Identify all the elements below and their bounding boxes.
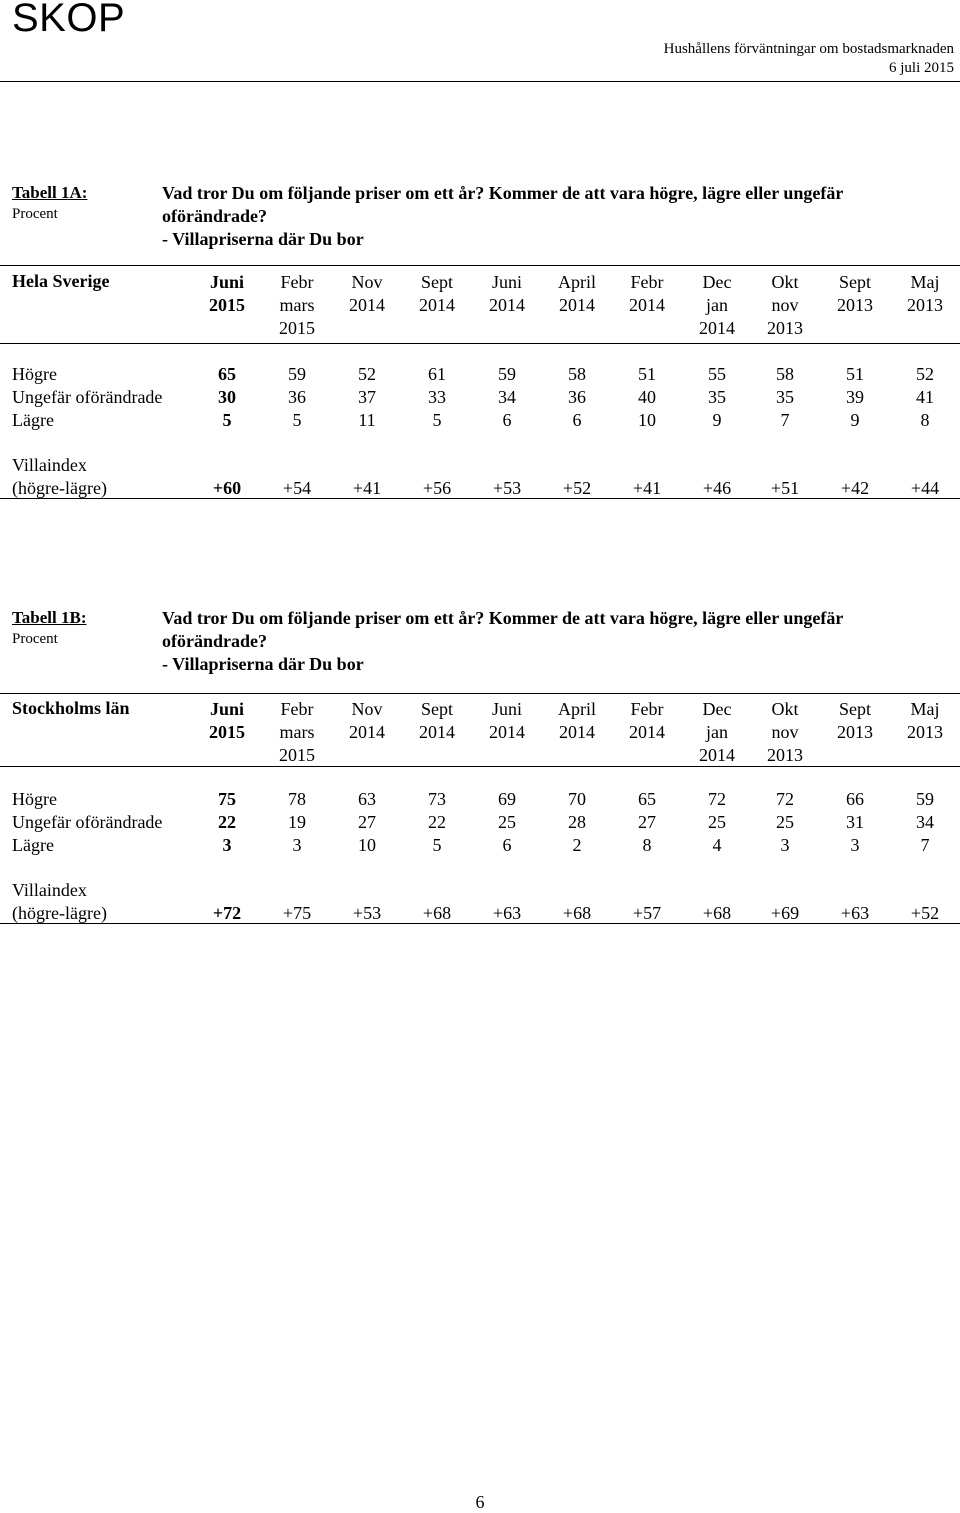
report-title: Hushållens förväntningar om bostadsmarknaden <box>663 41 954 57</box>
column-header-line: 2015 <box>209 722 245 742</box>
column-header-line: mars <box>279 295 315 315</box>
column-header-line: Okt <box>771 699 799 719</box>
column-header-line: Maj <box>910 699 940 719</box>
table-cell: 33 <box>428 387 446 407</box>
table-cell: 73 <box>428 789 446 809</box>
row-label: Lägre <box>12 835 54 855</box>
table-cell: 27 <box>358 812 376 832</box>
question-line: oförändrade? <box>162 631 267 651</box>
column-header-line: 2013 <box>907 295 943 315</box>
column-header-line: Juni <box>209 272 245 292</box>
table-cell: 7 <box>780 410 790 430</box>
column-header-line: 2013 <box>837 722 873 742</box>
table-cell: 75 <box>218 789 236 809</box>
table-cell: 61 <box>428 364 446 384</box>
column-header-line: Dec <box>702 272 732 292</box>
report-header <box>664 40 954 78</box>
table-body <box>0 597 960 937</box>
table-cell: 65 <box>218 364 236 384</box>
column-header-line: nov <box>771 722 799 742</box>
table-cell: 9 <box>850 410 860 430</box>
logo: SKOP <box>12 0 126 40</box>
column-header-line: 2014 <box>349 722 385 742</box>
table-cell: 10 <box>358 835 376 855</box>
column-header-line: 2014 <box>349 295 385 315</box>
index-cell: +69 <box>770 903 800 923</box>
table-cell: 36 <box>568 387 586 407</box>
column-header-line: Juni <box>491 699 522 719</box>
table-cell: 36 <box>288 387 306 407</box>
column-header-line: 2014 <box>489 295 525 315</box>
table-cell: 52 <box>916 364 934 384</box>
region-label: Stockholms län <box>12 698 130 718</box>
index-cell: +75 <box>282 903 312 923</box>
index-cell: +72 <box>212 903 242 923</box>
table-cell: 5 <box>432 410 442 430</box>
table-cell: 5 <box>432 835 442 855</box>
column-header-line: 2013 <box>837 295 873 315</box>
table-cell: 11 <box>358 410 376 430</box>
column-header-line: Febr <box>630 699 664 719</box>
table-cell: 34 <box>498 387 516 407</box>
table-cell: 28 <box>568 812 586 832</box>
report-date: 6 juli 2015 <box>888 60 954 76</box>
column-header-line: Dec <box>702 699 732 719</box>
row-label: Ungefär oförändrade <box>12 387 163 407</box>
table-cell: 5 <box>292 410 302 430</box>
table-cell: 3 <box>850 835 860 855</box>
index-cell: +41 <box>352 478 382 498</box>
question-line: - Villapriserna där Du bor <box>162 654 364 674</box>
table-cell: 41 <box>916 387 934 407</box>
table-cell: 58 <box>568 364 586 384</box>
column-header-line: 2015 <box>209 295 245 315</box>
index-cell: +44 <box>910 478 940 498</box>
table-name: Tabell 1B: <box>12 608 87 627</box>
column-header-line: mars <box>279 722 315 742</box>
table-cell: 7 <box>920 835 930 855</box>
table-cell: 25 <box>498 812 516 832</box>
row-label: Högre <box>12 789 57 809</box>
column-header-line: 2014 <box>419 295 455 315</box>
column-header-line: 2013 <box>907 722 943 742</box>
table-cell: 3 <box>292 835 302 855</box>
column-header-line: Maj <box>910 272 940 292</box>
column-header-line: 2015 <box>279 745 315 765</box>
page-number: 6 <box>475 1492 485 1512</box>
table-cell: 19 <box>288 812 306 832</box>
header-rule <box>0 81 960 82</box>
table-cell: 69 <box>498 789 516 809</box>
table-body <box>0 172 960 512</box>
table-cell: 6 <box>572 410 582 430</box>
column-header-line: Febr <box>630 272 664 292</box>
index-cell: +46 <box>702 478 732 498</box>
column-header-line: nov <box>771 295 799 315</box>
index-cell: +60 <box>212 478 242 498</box>
table-name: Tabell 1A: <box>12 183 88 202</box>
table-cell: 34 <box>916 812 934 832</box>
table-cell: 35 <box>776 387 794 407</box>
question-line: Vad tror Du om följande priser om ett år? Kommer de att vara högre, lägre eller ungefär <box>162 608 844 628</box>
table-cell: 59 <box>498 364 516 384</box>
index-cell: +68 <box>702 903 732 923</box>
index-cell: +52 <box>562 478 592 498</box>
table-cell: 40 <box>638 387 656 407</box>
question-line: - Villapriserna där Du bor <box>162 229 364 249</box>
column-header-line: 2014 <box>629 722 665 742</box>
column-header-line: 2015 <box>279 318 315 338</box>
index-cell: +68 <box>562 903 592 923</box>
table-cell: 78 <box>288 789 306 809</box>
table-cell: 52 <box>358 364 376 384</box>
column-header-line: 2013 <box>767 318 803 338</box>
table-cell: 55 <box>708 364 726 384</box>
table-cell: 35 <box>708 387 726 407</box>
table-cell: 3 <box>780 835 790 855</box>
table-cell: 8 <box>920 410 930 430</box>
column-header-line: 2014 <box>629 295 665 315</box>
table-cell: 5 <box>222 410 232 430</box>
column-header-line: Nov <box>351 272 383 292</box>
index-cell: +56 <box>422 478 452 498</box>
table-bottom-rule <box>0 498 960 499</box>
column-header-line: 2014 <box>419 722 455 742</box>
column-header-line: 2014 <box>489 722 525 742</box>
index-label: (högre-lägre) <box>12 903 107 923</box>
table-cell: 72 <box>776 789 794 809</box>
index-cell: +68 <box>422 903 452 923</box>
table-cell: 51 <box>638 364 656 384</box>
column-header-line: 2014 <box>699 745 735 765</box>
column-header-line: 2014 <box>699 318 735 338</box>
index-cell: +54 <box>282 478 312 498</box>
table-cell: 63 <box>358 789 376 809</box>
table-cell: 59 <box>916 789 934 809</box>
column-header-line: 2014 <box>559 722 595 742</box>
column-header-line: April <box>558 272 596 292</box>
region-label: Hela Sverige <box>12 271 110 291</box>
table-cell: 39 <box>846 387 864 407</box>
column-header-line: 2014 <box>559 295 595 315</box>
row-label: Högre <box>12 364 57 384</box>
table-cell: 37 <box>358 387 376 407</box>
question-line: oförändrade? <box>162 206 267 226</box>
table-cell: 65 <box>638 789 656 809</box>
column-header-line: Juni <box>209 699 245 719</box>
index-cell: +57 <box>632 903 662 923</box>
table-cell: 6 <box>502 410 512 430</box>
column-header-line: 2013 <box>767 745 803 765</box>
index-cell: +41 <box>632 478 662 498</box>
table-unit: Procent <box>12 631 58 647</box>
table-cell: 59 <box>288 364 306 384</box>
table-cell: 22 <box>218 812 236 832</box>
index-label: (högre-lägre) <box>12 478 107 498</box>
column-header-line: Sept <box>420 699 453 719</box>
table-cell: 58 <box>776 364 794 384</box>
question-line: Vad tror Du om följande priser om ett år? Kommer de att vara högre, lägre eller ungefär <box>162 183 844 203</box>
column-header-line: Sept <box>420 272 453 292</box>
table-cell: 30 <box>218 387 236 407</box>
table-cell: 2 <box>572 835 582 855</box>
table-cell: 31 <box>846 812 864 832</box>
column-header-line: Juni <box>491 272 522 292</box>
table-cell: 10 <box>638 410 656 430</box>
column-header-line: jan <box>706 722 728 742</box>
table-cell: 72 <box>708 789 726 809</box>
table-cell: 27 <box>638 812 656 832</box>
row-label: Lägre <box>12 410 54 430</box>
column-header-line: Febr <box>280 699 314 719</box>
index-cell: +51 <box>770 478 800 498</box>
table-cell: 25 <box>776 812 794 832</box>
column-header-line: Okt <box>771 272 799 292</box>
index-label: Villaindex <box>12 455 87 475</box>
index-cell: +53 <box>352 903 382 923</box>
table-cell: 51 <box>846 364 864 384</box>
table-cell: 3 <box>222 835 232 855</box>
table-unit: Procent <box>12 206 58 222</box>
column-header-line: April <box>558 699 596 719</box>
table-cell: 9 <box>712 410 722 430</box>
index-cell: +42 <box>840 478 870 498</box>
column-header-line: Sept <box>838 272 871 292</box>
index-cell: +52 <box>910 903 940 923</box>
row-label: Ungefär oförändrade <box>12 812 163 832</box>
table-cell: 8 <box>642 835 652 855</box>
index-cell: +63 <box>840 903 870 923</box>
column-header-line: Nov <box>351 699 383 719</box>
column-header-line: jan <box>706 295 728 315</box>
table-cell: 66 <box>846 789 864 809</box>
table-cell: 22 <box>428 812 446 832</box>
index-label: Villaindex <box>12 880 87 900</box>
table-cell: 70 <box>568 789 586 809</box>
table-cell: 4 <box>712 835 722 855</box>
index-cell: +63 <box>492 903 522 923</box>
column-header-line: Febr <box>280 272 314 292</box>
index-cell: +53 <box>492 478 522 498</box>
table-bottom-rule <box>0 923 960 924</box>
table-cell: 25 <box>708 812 726 832</box>
column-header-line: Sept <box>838 699 871 719</box>
table-cell: 6 <box>502 835 512 855</box>
